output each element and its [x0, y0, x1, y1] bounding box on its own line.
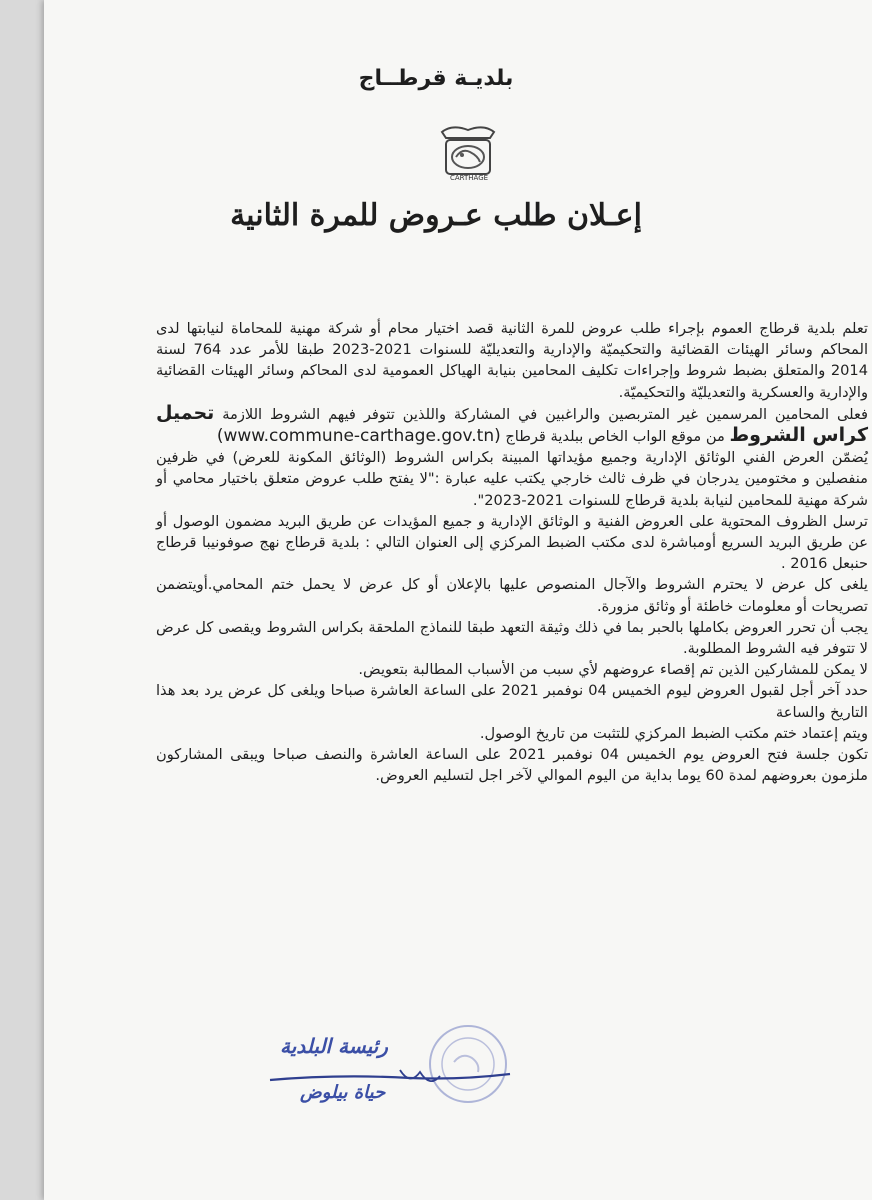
download-specs-phrase: تحميل كراس الشروط — [156, 401, 868, 447]
announcement-body — [156, 318, 868, 786]
paragraph-opening-session: تكون جلسة فتح العروض يوم الخميس 04 نوفمبر 2021 على الساعة العاشرة والنصف صباحا ويبقى المشاركون ملزمون بعروضهم لمدة 60 يوما بداية من اليوم الموالي لآخر اجل لتسليم العروض. — [156, 746, 869, 785]
paragraph-offer-content: يُضمّن العرض الفني الوثائق الإدارية وجميع مؤيداتها المبينة بكراس الشروط (الوثائق المكونة للعرض) في ظرفين منفصلين و مختومين يدرجان في ظرف ثالث خارجي يكتب عليه عبارة :"لا يفتح طلب عروض متعلق باختيار محامي أو شركة مهنية للمحامين لنيابة بلدية قرطاج للسنوات 2021-2023". — [156, 449, 868, 509]
participation-text: فعلى المحامين المرسمين غير المتربصين والراغبين في المشاركة واللذين تتوفر فيهم الشروط اللازمة — [222, 405, 869, 423]
paragraph-ink-requirement: يجب أن تحرر العروض بكاملها بالحبر بما في ذلك وثيقة التعهد طبقا للنماذج الملحقة بكراس الشروط ويقصى كل عرض لا تتوفر فيه الشروط المطلوبة. — [156, 618, 868, 658]
signature-block — [260, 1016, 520, 1116]
municipality-name: بلديـة قرطــاج — [358, 66, 514, 91]
website-url: (www.commune-carthage.gov.tn) — [216, 426, 501, 447]
logo-caption: CARTHAGE — [449, 174, 489, 182]
participation-source: من موقع الواب الخاص ببلدية قرطاج — [505, 428, 725, 446]
signatory-name: حياة بيلوض — [300, 1082, 386, 1103]
document-title: إعـلان طلب عـروض للمرة الثانية — [230, 198, 642, 233]
paragraph-intro: تعلم بلدية قرطاج العموم بإجراء طلب عروض للمرة الثانية قصد اختيار محام أو شركة مهنية للمحاماة لنيابتها لدى المحاكم وسائر الهيئات القضائية والتحكيميّة والإدارية والتعديليّة للسنوات 2021-2023 طبقا للأمر عدد 764 لسنة 2014 والمتعلق بضبط شروط وإجراءات تكليف المحامين بنيابة الهياكل العمومية لدى المحاكم وسائر الهيئات القضائية والإدارية والعسكرية والتعديليّة والتحكيميّة. — [156, 320, 868, 401]
paragraph-stamp: ويتم إعتماد ختم مكتب الضبط المركزي للتثبت من تاريخ الوصول. — [479, 724, 868, 742]
paragraph-participation — [156, 403, 868, 447]
paragraph-cancellation: يلغى كل عرض لا يحترم الشروط والآجال المنصوص عليها بالإعلان أو كل عرض لا يحمل ختم المحامي.أويتضمن تصريحات أو معلومات خاطئة أو وثائق مزورة. — [156, 576, 868, 615]
paragraph-no-compensation: لا يمكن للمشاركين الذين تم إقصاء عروضهم لأي سبب من الأسباب المطالبة بتعويض. — [358, 661, 868, 679]
signatory-title: رئيسة البلدية — [280, 1034, 388, 1058]
paragraph-deadline: حدد آخر أجل لقبول العروض ليوم الخميس 04 نوفمبر 2021 على الساعة العاشرة صباحا ويلغى كل عرض يرد بعد هذا التاريخ والساعة — [156, 682, 868, 721]
handwritten-signature-icon — [260, 1066, 520, 1106]
paragraph-submission: ترسل الظروف المحتوية على العروض الفنية و الوثائق الإدارية و جميع المؤيدات عن طريق البريد مضمون الوصول أو عن طريق البريد السريع أومباشرة لدى مكتب الضبط المركزي إلى العنوان التالي : بلدية قرطاج نهج صوفونيبا قرطاج حنبعل 2016 . — [156, 512, 868, 573]
